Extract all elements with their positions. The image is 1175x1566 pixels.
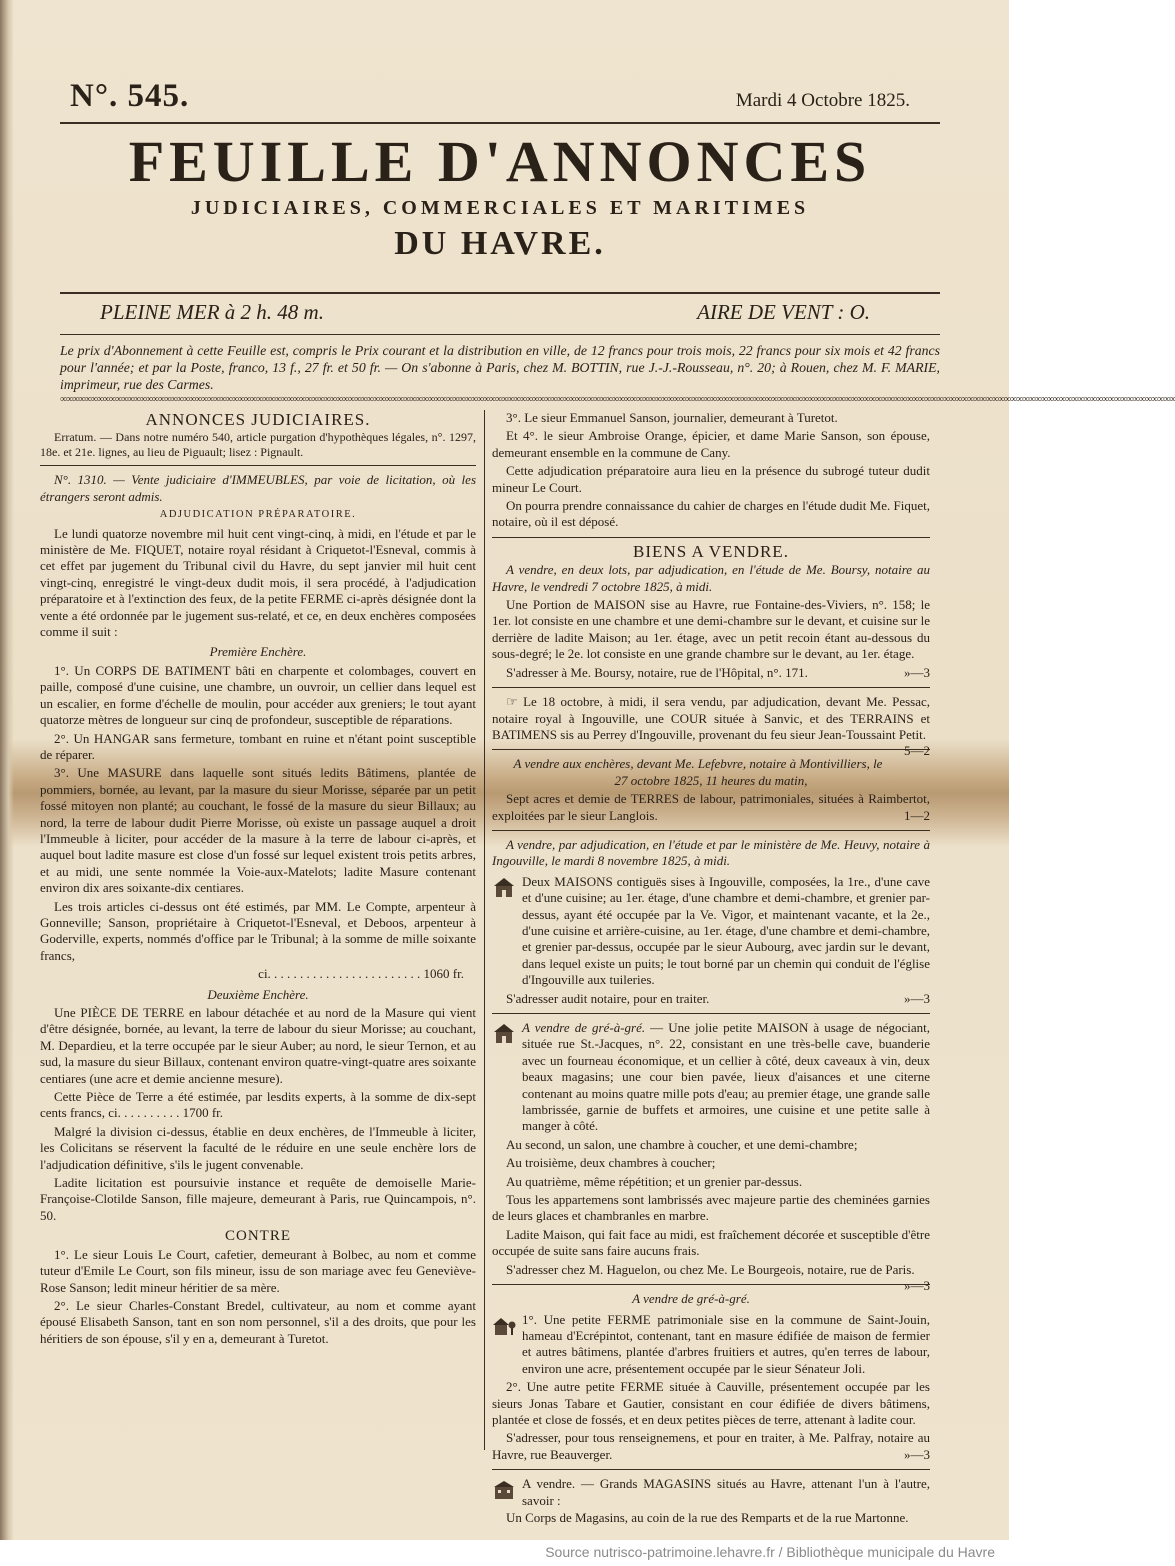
- issue-date: Mardi 4 Octobre 1825.: [735, 90, 910, 111]
- erratum: Erratum. — Dans notre numéro 540, article purgation d'hypothèques légales, n°. 1297, 18e. et 21e. lignes, au lieu de Piguault; lisez : Pignault.: [40, 430, 476, 459]
- notice-paragraph: 1°. Le sieur Louis Le Court, cafetier, demeurant à Bolbec, au nom et comme tuteur d'Emile Le Court, son fils mineur, issu de son mariage avec feu Geneviève-Rose Sanson; ledit mineur héritier de sa mère.: [40, 1246, 476, 1295]
- separator: [492, 687, 930, 688]
- ad-detail: Au second, un salon, une chambre à coucher, et une demi-chambre;: [506, 1136, 858, 1152]
- warehouse-icon: [492, 1478, 516, 1500]
- ad-address-text: S'adresser, pour tous renseignemens, et pour en traiter, à Me. Palfray, notaire au Havre, rue Beauverger.: [492, 1430, 930, 1462]
- ad-address: [492, 991, 930, 1007]
- notice-paragraph: 2°. Le sieur Charles-Constant Bredel, cultivateur, au nom et comme ayant épousé Elisabeth Sanson, tant en son nom personnel, s'il a des droits, que pour les héritiers de son épouse, s'il y en a, demeurant à Turetot.: [40, 1297, 476, 1346]
- notice-paragraph: 1°. Un CORPS DE BATIMENT bâti en charpente et colombages, couvert en paille, composé d'une cuisine, une chambre, un ouvroir, un cellier dans lequel est un escalier, en forme d'échelle de moulin, pour accéder aux greniers; le tout ayant quatorze mètres de longueur sur cinq de profondeur, susceptible de réparations.: [40, 662, 476, 728]
- notice-paragraph: Et 4°. le sieur Ambroise Orange, épicier, et dame Marie Sanson, son épouse, demeurant ensemble en la commune de Cany.: [492, 428, 930, 460]
- notice-paragraph: Cette adjudication préparatoire aura lieu en la présence du subrogé tuteur dudit mineur Le Court.: [492, 463, 930, 495]
- ad-entry: [492, 1476, 930, 1510]
- notice-title: N°. 1310. — Vente judiciaire d'IMMEUBLES, par voie de licitation, où les étrangers seront admis.: [40, 472, 476, 504]
- notice-paragraph: 3°. Le sieur Emmanuel Sanson, journalier, demeurant à Turetot.: [506, 410, 838, 425]
- ad-intro: A vendre de gré-à-gré.: [632, 1291, 750, 1307]
- ad-body: 1°. Une petite FERME patrimoniale sise en la commune de Saint-Jouin, hameau d'Ecrépintot, contenant, tant en masure édifiée de maison de fermier et autres bâtimens, plantée d'arbres fruitiers et autres, qu'en terres de labour, environ une acre, présentement occupée par le sieur Sénateur Joli.: [522, 1311, 930, 1376]
- issue-header: [70, 78, 910, 118]
- wind-direction: AIRE DE VENT : O.: [697, 300, 870, 324]
- sales-heading: BIENS A VENDRE.: [633, 541, 789, 561]
- ad-address-text: S'adresser chez M. Haguelon, ou chez Me. Le Bourgeois, notaire, rue de Paris.: [506, 1261, 915, 1277]
- price-line: ci. . . . . . . . . . . . . . . . . . . . . . . . 1060 fr.: [258, 966, 464, 982]
- notice-intro: Le lundi quatorze novembre mil huit cent vingt-cinq, à midi, en l'étude et par le ministère de Me. FIQUET, notaire royal résidant à Criquetot-l'Esneval, commis à cet effet par jugement du Tribunal civil du Havre, du sept janvier mil huit cent vingt-cinq, enregistré le vingt-deux dudit mois, il sera procédé, à l'adjudication préparatoire et à l'extinction des feux, de la petite FERME ci-après désignée dont la vente a été ordonnée par le jugement sus-relaté, et ce, en deux enchères composées comme il suit :: [40, 525, 476, 640]
- ad-body: [522, 1020, 930, 1135]
- house-icon: [492, 1022, 516, 1044]
- source-credit: Source nutrisco-patrimoine.lehavre.fr / Bibliothèque municipale du Havre: [545, 1544, 995, 1560]
- notice-paragraph: 2°. Un HANGAR sans fermeture, tombant en ruine et n'étant point susceptible de réparer.: [40, 730, 476, 762]
- ad-address-text: S'adresser audit notaire, pour en traiter.: [506, 990, 710, 1006]
- masthead: [60, 130, 940, 266]
- ad-intro: A vendre, en deux lots, par adjudication, en l'étude de Me. Boursy, notaire au Havre, le vendredi 7 octobre 1825, à midi.: [492, 562, 930, 594]
- ad-body: [492, 791, 930, 824]
- ornamental-divider: ∞∞∞∞∞∞∞∞∞∞∞∞∞∞∞∞∞∞∞∞∞∞∞∞∞∞∞∞∞∞∞∞∞∞∞∞∞∞∞∞∞∞∞∞∞∞∞∞∞∞∞∞∞∞∞∞∞∞∞∞∞∞∞∞∞∞∞∞∞∞∞∞∞∞∞∞∞∞∞∞∞∞∞∞∞∞∞∞∞∞∞∞∞∞∞∞∞∞∞∞∞∞∞∞∞∞∞∞∞∞∞∞∞∞∞∞∞∞∞∞∞∞∞∞∞∞∞∞∞∞∞∞∞∞∞∞∞∞∞∞∞∞∞∞∞∞∞∞∞∞∞∞∞∞∞∞∞∞∞∞∞∞∞∞∞∞∞∞∞∞∞∞∞∞∞∞∞∞∞∞∞∞: [60, 394, 1175, 405]
- ad-entry: [492, 1020, 930, 1135]
- masthead-subtitle: JUDICIAIRES, COMMERCIALES ET MARITIMES: [190, 197, 810, 219]
- ad-address: [492, 1261, 930, 1294]
- footer-bar: [0, 1540, 1009, 1566]
- house-icon: [492, 876, 516, 898]
- ad-detail: Au troisième, deux chambres à coucher;: [506, 1155, 716, 1171]
- ad-reference: »—3: [904, 664, 930, 680]
- ad-detail: Au quatrième, même répétition; et un grenier par-dessus.: [506, 1173, 803, 1189]
- masthead-title: FEUILLE D'ANNONCES: [128, 129, 872, 194]
- notice-paragraph: 3°. Une MASURE dans laquelle sont situés ledits Bâtimens, plantée de pommiers, bornée, au levant, par la masure du sieur Morisse, séparée par un petit fossé mitoyen non planté; au couchant, le fossé de la masure du sieur Billaux; au nord, la terre de labour dudit Pierre Morisse, où existe un passage auquel a droit l'Immeuble à liciter, pour accéder de la masure à la terre de labour ci-après, et auquel bout ladite masure est close d'un fossé sur lequel existent trois petits arbres, et au midi, une sente nommée la Voie-aux-Matelots; ladite Masure contenant environ dix ares soixante-dix centiares.: [40, 765, 476, 896]
- ad-body: [492, 694, 931, 759]
- ad-body-text: — Une jolie petite MAISON à usage de négociant, située rue St.-Jacques, n°. 22, consistant en une très-belle cave, buanderie avec un fourneau économique, et un cellier à côté, deux caveaux à vin, deux beaux magasins; une cour bien pavée, lieux d'aisances et une citerne contenant au moins quatre mille pots d'eau; au premier étage, une grande salle lambrissée, garnie de buffets et armoires, une cuisine et une petite salle à manger à côté.: [522, 1020, 930, 1134]
- ad-entry: [492, 874, 930, 989]
- notice-paragraph: Une PIÈCE DE TERRE en labour détachée et au nord de la Masure qui vient d'être désignée, bornée, au levant, la terre de labour du sieur Morisse; au couchant, M. Depardieu, et la terre occupée par le sieur Auber; au nord, le sieur Ternon, et au sud, la masure du sieur Billaux, contenant environ quatre-vingt-quatre ares soixante centiares (une acre et demie ancienne mesure).: [40, 1005, 476, 1086]
- masthead-city: DU HAVRE.: [394, 225, 606, 262]
- contre-label: CONTRE: [225, 1228, 291, 1245]
- tide-bottom-rule: [60, 334, 940, 335]
- separator: [492, 1469, 930, 1470]
- ad-address: [492, 665, 930, 681]
- second-bid-label: Deuxième Enchère.: [207, 986, 309, 1002]
- notice-paragraph: On pourra prendre connaissance du cahier de charges en l'étude dudit Me. Fiquet, notaire, où il est déposé.: [492, 498, 930, 530]
- ad-body: 2°. Une autre petite FERME située à Cauville, présentement occupée par les sieurs Jonas Tabare et Gautier, consistant en cour édifiée de divers bâtimens, plantée et close de fossés, et en deux petites pièces de terre, attenant à ladite cour.: [492, 1379, 930, 1427]
- subscription-notice: Le prix d'Abonnement à cette Feuille est, compris le Prix courant et la distribution en ville, de 12 francs pour trois mois, 22 francs pour six mois et 42 francs pour l'année; et par la Poste, franco, 13 f., 27 fr. et 50 fr. — On s'abonne à Paris, chez M. BOTTIN, rue J.-J.-Rousseau, n°. 20; à Rouen, chez M. F. MARIE, imprimeur, rue des Carmes.: [60, 343, 940, 392]
- tide-high-water: PLEINE MER à 2 h. 48 m.: [100, 300, 324, 324]
- ad-reference: »—3: [904, 1446, 930, 1462]
- page-binding-edge: [0, 0, 14, 1540]
- pointing-hand-icon: ☞: [506, 694, 518, 710]
- separator: [492, 830, 930, 831]
- ad-body: A vendre. — Grands MAGASINS situés au Havre, attenant l'un à l'autre, savoir :: [522, 1476, 930, 1508]
- notice-paragraph: Les trois articles ci-dessus ont été estimés, par MM. Le Compte, arpenteur à Gonneville; Sanson, propriétaire à Criquetot-l'Esneval, et Deboos, arpenteur à Goderville, experts, nommés d'office par le Tribunal; à la somme de mille soixante francs,: [40, 898, 476, 963]
- notice-paragraph: Cette Pièce de Terre a été estimée, par lesdits experts, à la somme de dix-sept cents francs, ci. . . . . . . . . . 1700 fr.: [40, 1089, 476, 1121]
- ad-reference: »—3: [904, 990, 930, 1006]
- farm-icon: [492, 1314, 516, 1336]
- separator: [492, 1284, 930, 1285]
- right-column: [492, 410, 930, 1529]
- ad-reference: 5—2: [904, 743, 930, 759]
- ad-reference: »—3: [904, 1278, 930, 1294]
- tide-row: [100, 300, 870, 330]
- separator: [40, 465, 476, 466]
- separator: [492, 1013, 930, 1014]
- ad-intro: A vendre, par adjudication, en l'étude et par le ministère de Me. Heuvy, notaire à Ingouville, le mardi 8 novembre 1825, à midi.: [492, 836, 930, 869]
- first-bid-label: Première Enchère.: [209, 644, 307, 660]
- notice-paragraph: Ladite licitation est poursuivie instance et requête de demoiselle Marie-Françoise-Clotilde Sanson, fille majeure, demeurant à Paris, rue Quincampois, n°. 50.: [40, 1175, 476, 1223]
- separator: [492, 537, 930, 538]
- judicial-heading: ANNONCES JUDICIAIRES.: [145, 410, 371, 429]
- ad-detail: Un Corps de Magasins, au coin de la rue des Remparts et de la rue Martonne.: [506, 1510, 909, 1526]
- separator: [492, 749, 930, 750]
- adjudication-label: ADJUDICATION PRÉPARATOIRE.: [159, 509, 357, 521]
- ad-intro: A vendre de gré-à-gré.: [522, 1020, 646, 1035]
- ad-body-text: Le 18 octobre, à midi, il sera vendu, par adjudication, devant Me. Pessac, notaire royal à Ingouville, une COUR située à Sanvic, et des TERRAINS et BATIMENS sis au Perrey d'Ingouville, provenant du feu sieur Jean-Toussaint Petit.: [492, 694, 931, 742]
- column-divider: [484, 410, 485, 1450]
- ad-body: Une Portion de MAISON sise au Havre, rue Fontaine-des-Viviers, n°. 158; le 1er. lot consiste en une chambre et une demi-chambre sur le devant, et cuisine sur le derrière de ladite Maison; au 1er. étage, avec un petit recoin étant au-dessous du sous-degré; le 2e. lot consiste en une grande chambre sur le devant, au 1er. étage.: [492, 597, 930, 662]
- header-rule: [60, 122, 940, 124]
- ad-address: [492, 1430, 930, 1463]
- issue-number: N°. 545.: [70, 78, 190, 114]
- notice-paragraph: Malgré la division ci-dessus, établie en deux enchères, de l'Immeuble à liciter, les Colicitans se réservent la faculté de le réduire en une seule enchère lors de l'adjudication définitive, s'ils le jugent convenable.: [40, 1123, 476, 1172]
- ad-detail: Tous les appartemens sont lambrissés avec majeure partie des cheminées garnies de leurs glaces et chambranles en marbre.: [492, 1192, 930, 1224]
- ad-detail: Ladite Maison, qui fait face au midi, est fraîchement décorée et susceptible d'être occupée de suite sans faire aucuns frais.: [492, 1226, 930, 1259]
- left-column: [40, 410, 476, 1349]
- ad-reference: 1—2: [904, 807, 930, 823]
- ad-entry: [492, 1312, 930, 1378]
- ad-body-text: Sept acres et demie de TERRES de labour, patrimoniales, situées à Raimbertot, exploitées par le sieur Langlois.: [492, 791, 930, 823]
- ad-address-text: S'adresser à Me. Boursy, notaire, rue de l'Hôpital, n°. 171.: [506, 664, 808, 680]
- ad-body: Deux MAISONS contiguës sises à Ingouville, composées, la 1re., d'une cave et d'une cuisine; au 1er. étage, d'une chambre et demi-chambre, et grenier par-dessus, ayant été occupée par la Ve. Vigor, et maintenant vacante, et la 2e., d'une cuisine et arrière-cuisine, au 1er. étage, d'une chambre et demi-chambre, et grenier par-dessus, occupée par le sieur Aubourg, avec jardin sur le devant, dans lequel existe un puits; le tout borné par un chemin qui conduit de l'église d'Ingouville aux tuileries.: [522, 873, 930, 988]
- ad-intro: A vendre aux enchères, devant Me. Lefebvre, notaire à Montivilliers, le 27 octobre 1825, 11 heures du matin,: [513, 756, 883, 788]
- tide-top-rule: [60, 292, 940, 294]
